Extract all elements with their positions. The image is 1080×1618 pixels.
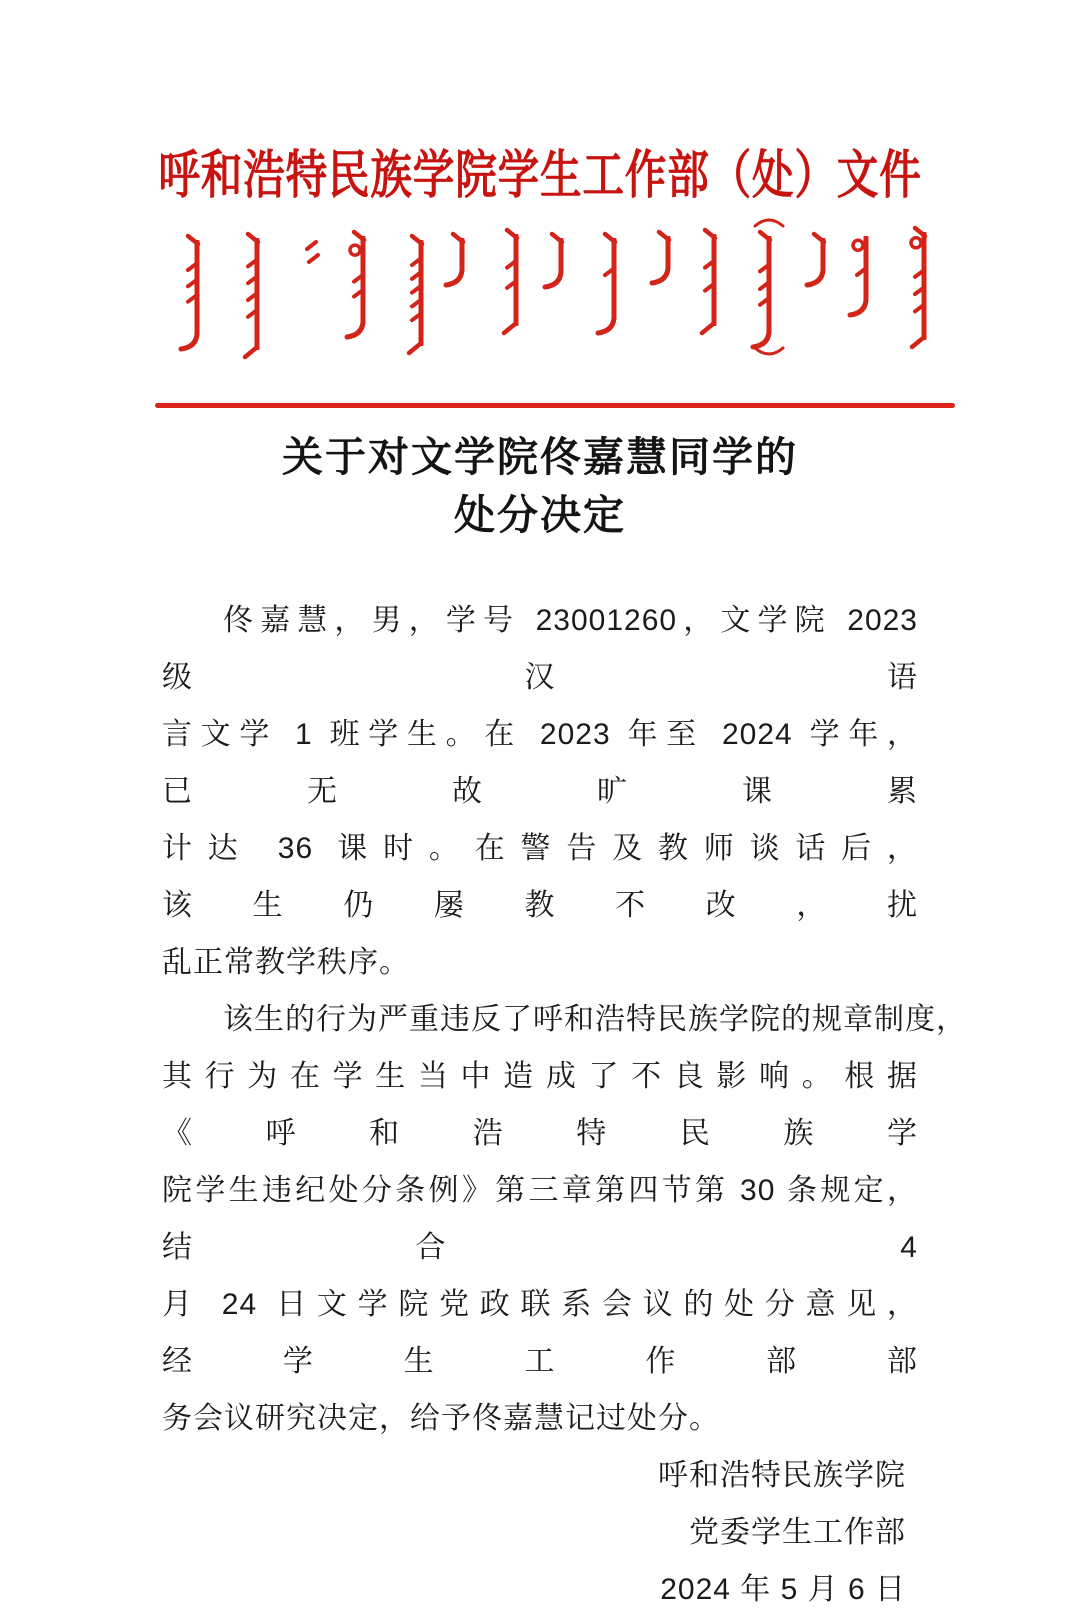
document-date: 2024 年 5 月 6 日 xyxy=(660,1573,906,1606)
body-line: 言文学 1 班学生。在 2023 年至 2024 学年，已无故旷课累 xyxy=(162,718,918,808)
body-paragraphs xyxy=(162,592,967,1447)
body-line: 院学生违纪处分条例》第三章第四节第 30 条规定，结合 4 xyxy=(162,1174,918,1264)
body-line: 其行为在学生当中造成了不良影响。根据《呼和浩特民族学 xyxy=(162,1060,918,1150)
mongolian-script xyxy=(0,0,1080,380)
signature-dept: 党委学生工作部 xyxy=(689,1516,906,1549)
paragraph xyxy=(162,592,918,991)
document-title-line-2: 处分决定 xyxy=(454,492,626,538)
body-line: 乱正常教学秩序。 xyxy=(162,946,410,979)
body-line: 月 24 日文学院党政联系会议的处分意见，经学生工作部部 xyxy=(162,1288,918,1378)
signature-org: 呼和浩特民族学院 xyxy=(658,1459,906,1492)
document-body xyxy=(162,592,967,1618)
document-title-line-1: 关于对文学院佟嘉慧同学的 xyxy=(282,434,798,480)
body-line: 佟嘉慧，男，学号 23001260，文学院 2023 级汉语 xyxy=(162,604,918,694)
paragraph xyxy=(162,991,967,1447)
body-line: 该生的行为严重违反了呼和浩特民族学院的规章制度， xyxy=(223,1003,967,1036)
letterhead-title-text: 呼和浩特民族学院学生工作部（处）文件 xyxy=(158,148,922,205)
document-title xyxy=(0,428,1080,544)
red-divider-line xyxy=(155,403,955,408)
body-line: 计达 36 课时。在警告及教师谈话后，该生仍屡教不改，扰 xyxy=(162,832,918,922)
body-line: 务会议研究决定，给予佟嘉慧记过处分。 xyxy=(162,1402,720,1435)
